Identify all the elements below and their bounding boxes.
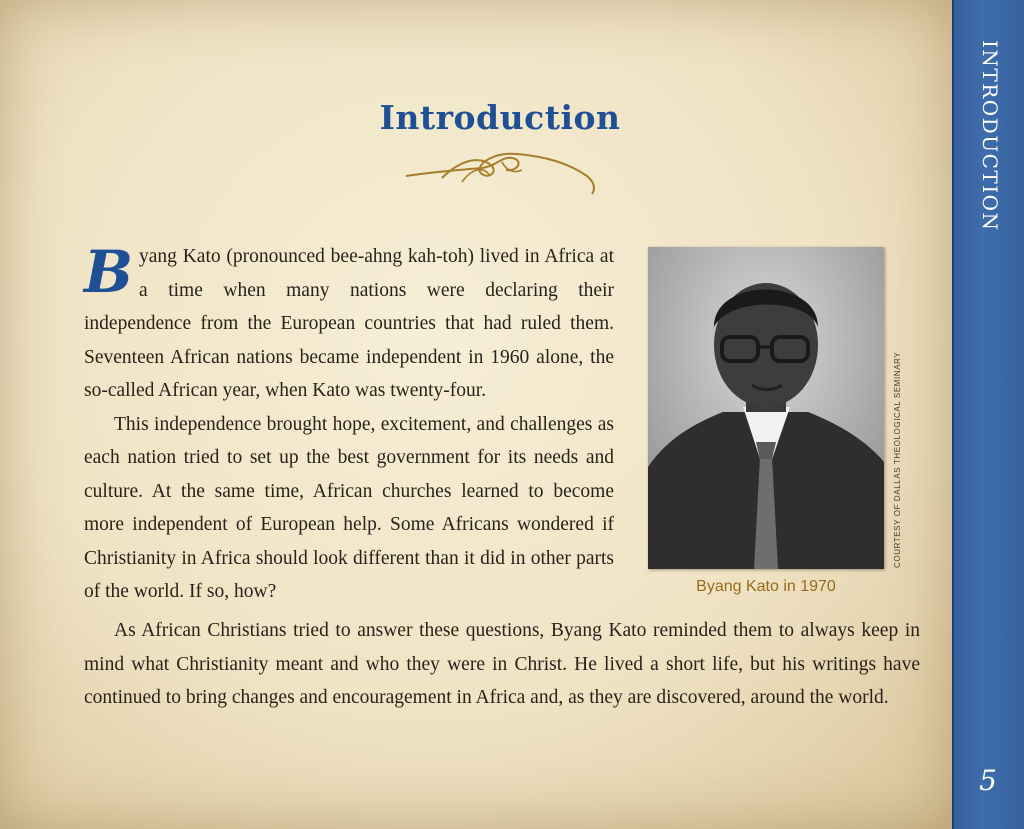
section-tab-label: INTRODUCTION xyxy=(978,40,1002,232)
photo-credit: COURTESY OF DALLAS THEOLOGICAL SEMINARY xyxy=(893,351,902,568)
paragraph-1 xyxy=(84,240,614,408)
photo-caption: Byang Kato in 1970 xyxy=(696,578,836,595)
paragraph-1-text: yang Kato (pronounced bee-ahng kah-toh) lived in Africa at a time when many nations were declaring their independence from the European countries that had ruled them. Seventeen African nations became independent in 1960 alone, the so-called African year, when Kato was twenty-four. xyxy=(84,246,614,401)
decorative-flourish xyxy=(402,148,602,196)
page-number: 5 xyxy=(979,764,997,797)
portrait-photo xyxy=(648,247,884,569)
page-title: Introduction xyxy=(379,98,621,137)
body-text-column xyxy=(84,240,614,609)
drop-cap: B xyxy=(84,238,134,306)
paragraph-2: This independence brought hope, excitement, and challenges as each nation tried to set up the best government for its needs and culture. At the same time, African churches learned to become more independent of European help. Some Africans wondered if Christianity in Africa should look different than it did in other parts of the world. If so, how? xyxy=(84,413,614,602)
paragraph-3: As African Christians tried to answer these questions, Byang Kato reminded them to always keep in mind what Christianity meant and who they were in Christ. He lived a short life, but his writings have continued to bring changes and encouragement in Africa and, as they are discovered, around the world. xyxy=(84,620,920,708)
body-text-full xyxy=(84,614,920,715)
